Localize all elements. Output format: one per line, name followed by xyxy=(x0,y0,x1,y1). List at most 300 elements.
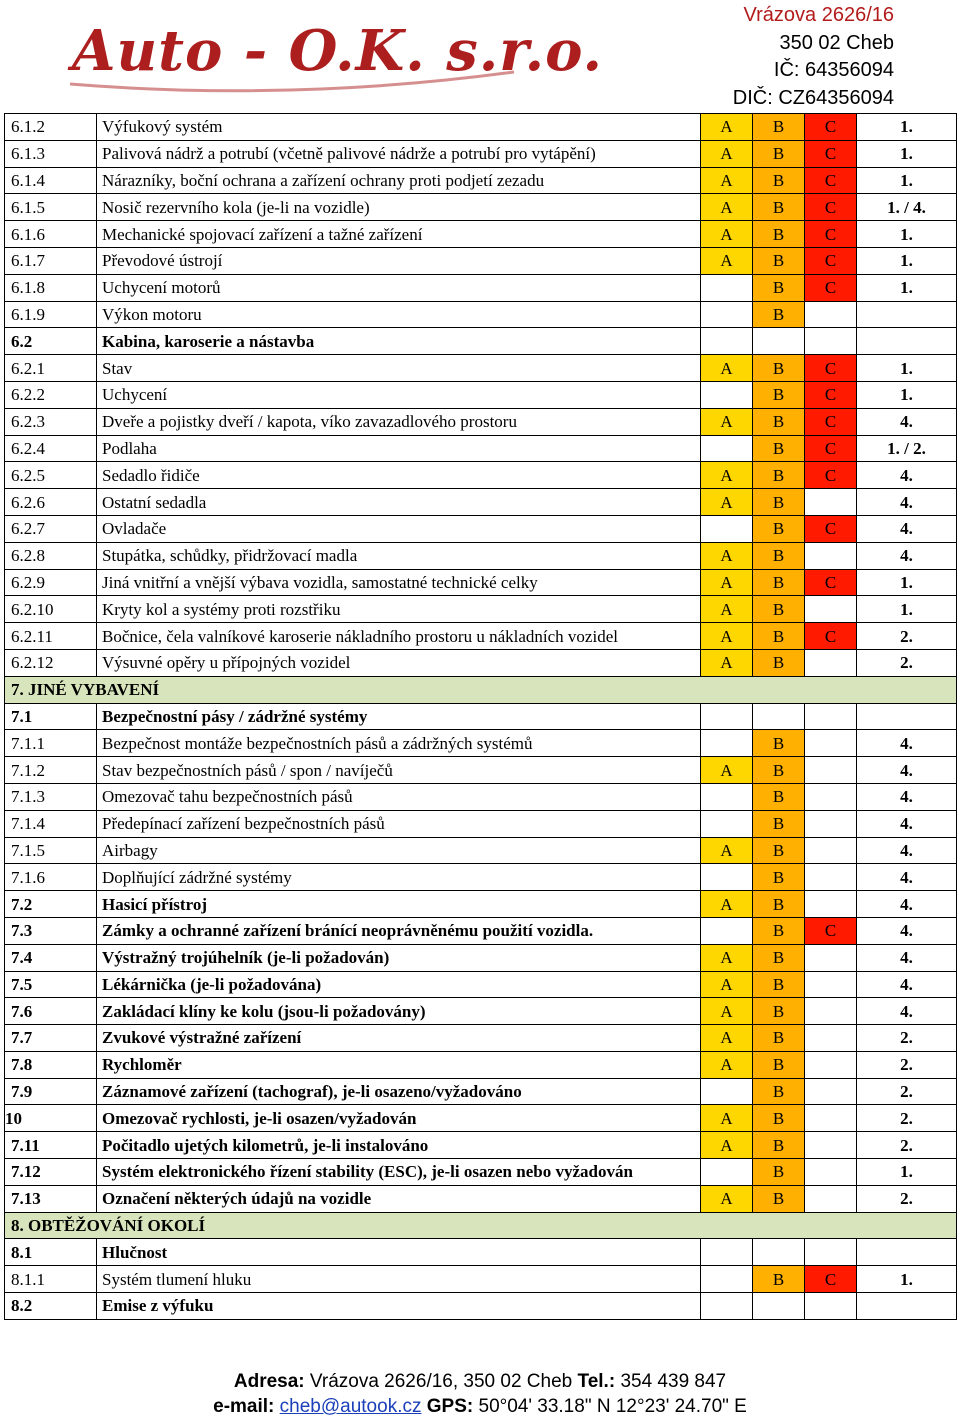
item-description: Předepínací zařízení bezpečnostních pásů xyxy=(97,810,701,837)
defect-a-cell xyxy=(701,1266,753,1293)
company-logo xyxy=(62,6,604,92)
item-description: Označení některých údajů na vozidle xyxy=(97,1185,701,1212)
defect-c-cell: C xyxy=(805,140,857,167)
item-code: 6.1.9 xyxy=(5,301,97,328)
table-row xyxy=(5,247,957,274)
defect-c-cell: C xyxy=(805,247,857,274)
defect-c-cell xyxy=(805,1105,857,1132)
table-row xyxy=(5,114,957,141)
inspection-table-body xyxy=(5,114,957,1320)
defect-a-cell: A xyxy=(701,408,753,435)
defect-c-cell: C xyxy=(805,569,857,596)
item-code: 6.1.4 xyxy=(5,167,97,194)
defect-b-cell: B xyxy=(753,462,805,489)
defect-c-cell xyxy=(805,1025,857,1052)
defect-b-cell: B xyxy=(753,1025,805,1052)
defect-c-cell: C xyxy=(805,623,857,650)
table-row xyxy=(5,1239,957,1266)
defect-b-cell: B xyxy=(753,221,805,248)
item-code: 7.1.1 xyxy=(5,730,97,757)
item-description: Palivová nádrž a potrubí (včetně palivové nádrže a potrubí pro vytápění) xyxy=(97,140,701,167)
item-description: Kryty kol a systémy proti rozstřiku xyxy=(97,596,701,623)
item-code: 6.1.7 xyxy=(5,247,97,274)
item-code: 7.9 xyxy=(5,1078,97,1105)
item-code: 6.1.3 xyxy=(5,140,97,167)
defect-c-cell: C xyxy=(805,381,857,408)
defect-a-cell: A xyxy=(701,542,753,569)
table-row xyxy=(5,703,957,730)
item-code: 6.2.8 xyxy=(5,542,97,569)
item-description: Kabina, karoserie a nástavba xyxy=(97,328,701,355)
table-row xyxy=(5,274,957,301)
item-description: Stav bezpečnostních pásů / spon / navíječů xyxy=(97,757,701,784)
defect-b-cell: B xyxy=(753,542,805,569)
level-cell: 1. / 2. xyxy=(857,435,957,462)
level-cell: 1. xyxy=(857,381,957,408)
item-code: 7.2 xyxy=(5,891,97,918)
gps-label: GPS: xyxy=(421,1396,474,1417)
defect-b-cell: B xyxy=(753,247,805,274)
company-street: Vrázova 2626/16 xyxy=(743,4,894,26)
defect-a-cell: A xyxy=(701,1132,753,1159)
item-description: Bezpečnostní pásy / zádržné systémy xyxy=(97,703,701,730)
defect-a-cell: A xyxy=(701,489,753,516)
defect-b-cell: B xyxy=(753,783,805,810)
defect-c-cell xyxy=(805,596,857,623)
level-cell: 1. xyxy=(857,274,957,301)
item-code: 7.1.2 xyxy=(5,757,97,784)
level-cell: 1. xyxy=(857,114,957,141)
defect-a-cell: A xyxy=(701,757,753,784)
defect-c-cell xyxy=(805,301,857,328)
item-code: 6.1.8 xyxy=(5,274,97,301)
defect-c-cell: C xyxy=(805,515,857,542)
defect-c-cell: C xyxy=(805,274,857,301)
item-code: 7.1 xyxy=(5,703,97,730)
item-code: 6.2.11 xyxy=(5,623,97,650)
table-row xyxy=(5,891,957,918)
defect-c-cell xyxy=(805,542,857,569)
level-cell: 1. xyxy=(857,596,957,623)
item-code: 7.12 xyxy=(5,1159,97,1186)
item-description: Stav xyxy=(97,355,701,382)
item-description: Jiná vnitřní a vnější výbava vozidla, samostatné technické celky xyxy=(97,569,701,596)
item-description: Podlaha xyxy=(97,435,701,462)
defect-c-cell: C xyxy=(805,221,857,248)
defect-c-cell: C xyxy=(805,194,857,221)
item-code: 6.2 xyxy=(5,328,97,355)
table-row xyxy=(5,757,957,784)
address-value: Vrázova 2626/16, 350 02 Cheb xyxy=(304,1371,578,1392)
table-row xyxy=(5,1105,957,1132)
item-description: Nárazníky, boční ochrana a zařízení ochrany proti podjetí zezadu xyxy=(97,167,701,194)
table-row xyxy=(5,194,957,221)
item-description: Omezovač rychlosti, je-li osazen/vyžadován xyxy=(97,1105,701,1132)
item-code: 6.2.4 xyxy=(5,435,97,462)
defect-b-cell: B xyxy=(753,649,805,676)
level-cell: 1. xyxy=(857,1159,957,1186)
defect-b-cell: B xyxy=(753,998,805,1025)
level-cell: 1. / 4. xyxy=(857,194,957,221)
level-cell: 1. xyxy=(857,569,957,596)
company-info xyxy=(733,2,894,112)
table-row xyxy=(5,569,957,596)
item-description: Ovladače xyxy=(97,515,701,542)
defect-c-cell xyxy=(805,730,857,757)
defect-b-cell: B xyxy=(753,381,805,408)
defect-c-cell xyxy=(805,810,857,837)
defect-b-cell: B xyxy=(753,1266,805,1293)
level-cell: 1. xyxy=(857,167,957,194)
defect-a-cell: A xyxy=(701,114,753,141)
table-row xyxy=(5,1132,957,1159)
tel-value: 354 439 847 xyxy=(615,1371,727,1392)
item-description: Rychloměr xyxy=(97,1051,701,1078)
item-description: Nosič rezervního kola (je-li na vozidle) xyxy=(97,194,701,221)
defect-b-cell: B xyxy=(753,355,805,382)
level-cell: 4. xyxy=(857,462,957,489)
defect-a-cell: A xyxy=(701,167,753,194)
defect-c-cell: C xyxy=(805,1266,857,1293)
defect-c-cell xyxy=(805,971,857,998)
defect-a-cell: A xyxy=(701,1105,753,1132)
item-description: Záznamové zařízení (tachograf), je-li osazeno/vyžadováno xyxy=(97,1078,701,1105)
item-description: Hasicí přístroj xyxy=(97,891,701,918)
table-row xyxy=(5,998,957,1025)
gps-value: 50°04' 33.18" N 12°23' 24.70" E xyxy=(473,1396,747,1417)
level-cell: 1. xyxy=(857,355,957,382)
defect-a-cell xyxy=(701,917,753,944)
item-description: Sedadlo řidiče xyxy=(97,462,701,489)
item-description: Emise z výfuku xyxy=(97,1293,701,1320)
item-code: 6.2.9 xyxy=(5,569,97,596)
defect-b-cell: B xyxy=(753,596,805,623)
defect-b-cell: B xyxy=(753,1132,805,1159)
defect-b-cell: B xyxy=(753,274,805,301)
item-description: Převodové ústrojí xyxy=(97,247,701,274)
defect-c-cell: C xyxy=(805,355,857,382)
level-cell xyxy=(857,328,957,355)
item-code: 6.2.10 xyxy=(5,596,97,623)
defect-c-cell xyxy=(805,864,857,891)
level-cell: 1. xyxy=(857,140,957,167)
defect-c-cell xyxy=(805,891,857,918)
defect-a-cell xyxy=(701,515,753,542)
level-cell: 2. xyxy=(857,649,957,676)
defect-a-cell xyxy=(701,703,753,730)
defect-b-cell: B xyxy=(753,408,805,435)
defect-c-cell xyxy=(805,1051,857,1078)
level-cell: 4. xyxy=(857,783,957,810)
item-code: 7.3 xyxy=(5,917,97,944)
table-row xyxy=(5,649,957,676)
level-cell: 2. xyxy=(857,1078,957,1105)
defect-c-cell xyxy=(805,328,857,355)
email-label: e-mail: xyxy=(213,1396,275,1417)
item-code: 7.1.4 xyxy=(5,810,97,837)
defect-b-cell: B xyxy=(753,623,805,650)
item-code: 6.2.1 xyxy=(5,355,97,382)
defect-b-cell: B xyxy=(753,435,805,462)
logo-text: Auto - O.K. s.r.o. xyxy=(72,18,604,84)
defect-c-cell xyxy=(805,489,857,516)
item-code: 7.5 xyxy=(5,971,97,998)
defect-c-cell xyxy=(805,1078,857,1105)
item-code: 7.7 xyxy=(5,1025,97,1052)
section-row xyxy=(5,676,957,703)
defect-a-cell xyxy=(701,730,753,757)
item-description: Airbagy xyxy=(97,837,701,864)
level-cell: 4. xyxy=(857,810,957,837)
item-code: 8.2 xyxy=(5,1293,97,1320)
table-row xyxy=(5,381,957,408)
item-code: 6.1.2 xyxy=(5,114,97,141)
item-code: 6.2.12 xyxy=(5,649,97,676)
item-description: Dveře a pojistky dveří / kapota, víko zavazadlového prostoru xyxy=(97,408,701,435)
item-code: 6.2.3 xyxy=(5,408,97,435)
item-code: 10 xyxy=(5,1105,97,1132)
table-row xyxy=(5,515,957,542)
defect-b-cell: B xyxy=(753,1105,805,1132)
item-code: 7.1.3 xyxy=(5,783,97,810)
defect-a-cell xyxy=(701,864,753,891)
item-description: Bočnice, čela valníkové karoserie nákladního prostoru u nákladních vozidel xyxy=(97,623,701,650)
defect-a-cell xyxy=(701,783,753,810)
level-cell: 2. xyxy=(857,1051,957,1078)
level-cell: 4. xyxy=(857,917,957,944)
table-row xyxy=(5,1159,957,1186)
defect-a-cell xyxy=(701,381,753,408)
defect-a-cell: A xyxy=(701,140,753,167)
defect-a-cell: A xyxy=(701,221,753,248)
defect-b-cell: B xyxy=(753,569,805,596)
level-cell: 1. xyxy=(857,247,957,274)
level-cell: 2. xyxy=(857,1025,957,1052)
defect-b-cell xyxy=(753,328,805,355)
item-code: 6.2.2 xyxy=(5,381,97,408)
defect-a-cell: A xyxy=(701,998,753,1025)
defect-b-cell: B xyxy=(753,1078,805,1105)
item-description: Výsuvné opěry u přípojných vozidel xyxy=(97,649,701,676)
defect-a-cell: A xyxy=(701,355,753,382)
level-cell: 4. xyxy=(857,489,957,516)
defect-b-cell: B xyxy=(753,837,805,864)
level-cell xyxy=(857,1239,957,1266)
defect-b-cell: B xyxy=(753,140,805,167)
defect-c-cell xyxy=(805,944,857,971)
level-cell: 4. xyxy=(857,408,957,435)
item-code: 6.1.5 xyxy=(5,194,97,221)
level-cell: 4. xyxy=(857,998,957,1025)
defect-a-cell xyxy=(701,1239,753,1266)
table-row xyxy=(5,596,957,623)
defect-a-cell: A xyxy=(701,891,753,918)
defect-b-cell: B xyxy=(753,810,805,837)
defect-b-cell: B xyxy=(753,1051,805,1078)
defect-a-cell xyxy=(701,328,753,355)
defect-b-cell: B xyxy=(753,864,805,891)
defect-c-cell xyxy=(805,1159,857,1186)
defect-b-cell: B xyxy=(753,515,805,542)
level-cell: 1. xyxy=(857,1266,957,1293)
email-link[interactable]: cheb@autook.cz xyxy=(279,1396,422,1417)
defect-a-cell xyxy=(701,1293,753,1320)
table-row xyxy=(5,917,957,944)
table-row xyxy=(5,837,957,864)
defect-c-cell xyxy=(805,703,857,730)
table-row xyxy=(5,140,957,167)
company-ic: IČ: 64356094 xyxy=(773,59,894,81)
defect-a-cell: A xyxy=(701,944,753,971)
tel-label: Tel.: xyxy=(577,1371,616,1392)
item-code: 8.1.1 xyxy=(5,1266,97,1293)
defect-b-cell xyxy=(753,1239,805,1266)
defect-c-cell: C xyxy=(805,462,857,489)
item-description: Zvukové výstražné zařízení xyxy=(97,1025,701,1052)
defect-b-cell: B xyxy=(753,730,805,757)
defect-a-cell xyxy=(701,1159,753,1186)
level-cell: 4. xyxy=(857,542,957,569)
item-code: 7.11 xyxy=(5,1132,97,1159)
company-dic: DIČ: CZ64356094 xyxy=(732,86,894,109)
defect-a-cell: A xyxy=(701,623,753,650)
footer-address-line xyxy=(0,1371,960,1393)
section-heading: 8. OBTĚŽOVÁNÍ OKOLÍ xyxy=(5,1212,957,1239)
level-cell xyxy=(857,703,957,730)
item-code: 7.6 xyxy=(5,998,97,1025)
item-description: Zakládací klíny ke kolu (jsou-li požadovány) xyxy=(97,998,701,1025)
defect-c-cell xyxy=(805,1293,857,1320)
defect-a-cell: A xyxy=(701,837,753,864)
defect-a-cell: A xyxy=(701,194,753,221)
table-row xyxy=(5,1051,957,1078)
defect-a-cell: A xyxy=(701,1025,753,1052)
defect-a-cell: A xyxy=(701,1051,753,1078)
table-row xyxy=(5,1025,957,1052)
table-row xyxy=(5,489,957,516)
level-cell: 4. xyxy=(857,944,957,971)
item-code: 6.1.6 xyxy=(5,221,97,248)
defect-a-cell xyxy=(701,301,753,328)
defect-b-cell: B xyxy=(753,917,805,944)
table-row xyxy=(5,542,957,569)
table-row xyxy=(5,221,957,248)
item-description: Počitadlo ujetých kilometrů, je-li instalováno xyxy=(97,1132,701,1159)
defect-b-cell: B xyxy=(753,891,805,918)
level-cell: 2. xyxy=(857,1185,957,1212)
defect-c-cell: C xyxy=(805,917,857,944)
section-heading: 7. JINÉ VYBAVENÍ xyxy=(5,676,957,703)
item-description: Systém elektronického řízení stability (ESC), je-li osazen nebo vyžadován xyxy=(97,1159,701,1186)
company-city: 350 02 Cheb xyxy=(779,31,894,54)
defect-b-cell: B xyxy=(753,757,805,784)
level-cell: 4. xyxy=(857,864,957,891)
table-row xyxy=(5,1185,957,1212)
defect-b-cell: B xyxy=(753,194,805,221)
defect-b-cell xyxy=(753,1293,805,1320)
item-code: 7.1.6 xyxy=(5,864,97,891)
item-description: Omezovač tahu bezpečnostních pásů xyxy=(97,783,701,810)
defect-a-cell: A xyxy=(701,247,753,274)
item-code: 7.4 xyxy=(5,944,97,971)
defect-b-cell: B xyxy=(753,114,805,141)
table-row xyxy=(5,783,957,810)
table-row xyxy=(5,1293,957,1320)
item-description: Zámky a ochranné zařízení bránící neoprávněnému použití vozidla. xyxy=(97,917,701,944)
level-cell: 4. xyxy=(857,837,957,864)
table-row xyxy=(5,1078,957,1105)
defect-b-cell: B xyxy=(753,1159,805,1186)
item-code: 7.1.5 xyxy=(5,837,97,864)
table-row xyxy=(5,810,957,837)
item-code: 6.2.6 xyxy=(5,489,97,516)
table-row xyxy=(5,944,957,971)
table-row xyxy=(5,435,957,462)
table-row xyxy=(5,1266,957,1293)
level-cell: 2. xyxy=(857,1105,957,1132)
item-description: Systém tlumení hluku xyxy=(97,1266,701,1293)
defect-c-cell xyxy=(805,998,857,1025)
defect-a-cell: A xyxy=(701,569,753,596)
defect-b-cell: B xyxy=(753,971,805,998)
item-description: Stupátka, schůdky, přidržovací madla xyxy=(97,542,701,569)
item-code: 8.1 xyxy=(5,1239,97,1266)
footer-contact-line xyxy=(0,1396,960,1418)
table-row xyxy=(5,971,957,998)
item-description: Výstražný trojúhelník (je-li požadován) xyxy=(97,944,701,971)
defect-c-cell xyxy=(805,1185,857,1212)
defect-a-cell: A xyxy=(701,462,753,489)
defect-a-cell: A xyxy=(701,596,753,623)
section-row xyxy=(5,1212,957,1239)
item-description: Lékárnička (je-li požadována) xyxy=(97,971,701,998)
level-cell: 4. xyxy=(857,515,957,542)
item-description: Doplňující zádržné systémy xyxy=(97,864,701,891)
defect-b-cell xyxy=(753,703,805,730)
table-row xyxy=(5,623,957,650)
defect-c-cell xyxy=(805,783,857,810)
table-row xyxy=(5,301,957,328)
defect-a-cell xyxy=(701,810,753,837)
defect-c-cell: C xyxy=(805,167,857,194)
level-cell xyxy=(857,301,957,328)
table-row xyxy=(5,864,957,891)
defect-c-cell xyxy=(805,649,857,676)
table-row xyxy=(5,462,957,489)
level-cell: 4. xyxy=(857,971,957,998)
defect-c-cell xyxy=(805,1132,857,1159)
table-row xyxy=(5,730,957,757)
level-cell: 4. xyxy=(857,891,957,918)
item-description: Ostatní sedadla xyxy=(97,489,701,516)
table-row xyxy=(5,328,957,355)
item-description: Mechanické spojovací zařízení a tažné zařízení xyxy=(97,221,701,248)
defect-b-cell: B xyxy=(753,489,805,516)
defect-a-cell: A xyxy=(701,971,753,998)
item-description: Výkon motoru xyxy=(97,301,701,328)
defect-b-cell: B xyxy=(753,301,805,328)
defect-c-cell: C xyxy=(805,408,857,435)
level-cell: 2. xyxy=(857,1132,957,1159)
address-label: Adresa: xyxy=(233,1371,305,1392)
level-cell xyxy=(857,1293,957,1320)
item-description: Uchycení motorů xyxy=(97,274,701,301)
defect-c-cell: C xyxy=(805,114,857,141)
defect-a-cell xyxy=(701,435,753,462)
defect-c-cell: C xyxy=(805,435,857,462)
item-description: Bezpečnost montáže bezpečnostních pásů a zádržných systémů xyxy=(97,730,701,757)
defect-a-cell xyxy=(701,1078,753,1105)
